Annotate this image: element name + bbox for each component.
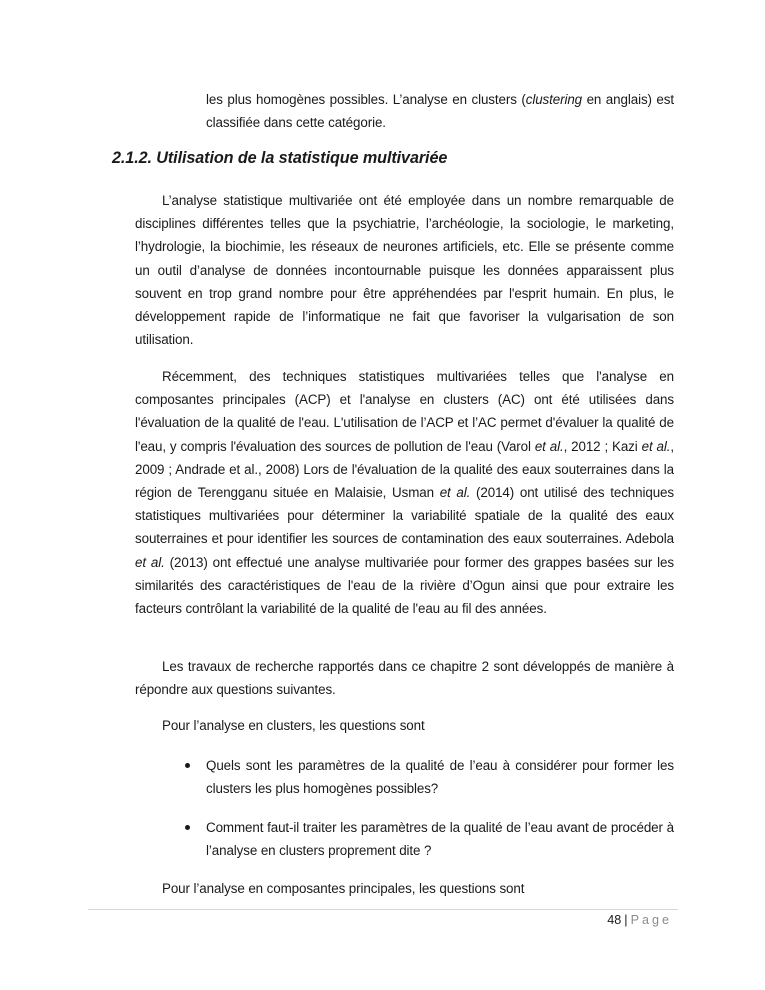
intro-text-1: les plus homogènes possibles. L’analyse en clusters ( xyxy=(206,92,526,107)
paragraph-4: Pour l’analyse en clusters, les questions sont xyxy=(162,718,425,733)
footer-divider xyxy=(88,909,678,910)
intro-italic-term: clustering xyxy=(525,92,583,107)
page-label: Page xyxy=(630,913,672,927)
bullet-icon xyxy=(185,825,190,830)
paragraph-2-text: , 2009 ; Andrade et al., 2008) Lors de l'évaluation de la qualité des eaux souterraines dans la région de Terengganu située en Malaisie, Usman xyxy=(135,438,674,501)
intro-text-2: en anglais) est classifiée dans cette catégorie. xyxy=(206,92,674,131)
footer-separator: | xyxy=(624,913,628,927)
bullet-icon xyxy=(185,763,190,768)
paragraph-3: Les travaux de recherche rapportés dans ce chapitre 2 sont développés de manière à répondre aux questions suivantes. xyxy=(135,659,674,698)
bullet-list-item xyxy=(206,754,674,800)
section-heading: 2.1.2. Utilisation de la statistique multivariée xyxy=(112,149,448,167)
intro-paragraph xyxy=(206,88,674,134)
paragraph-2-text: Récemment, des techniques statistiques multivariées telles que l'analyse en composantes principales (ACP) et l'analyse en clusters (AC) ont été utilisées dans l'évaluation de la qualité de l'eau. L'utilisation de l’ACP et l’AC permet d'évaluer la qualité de l'eau, y compris l'évaluation des sources de pollution de l'eau (Varol xyxy=(135,369,674,454)
citation-et-al: et al. xyxy=(534,438,564,454)
paragraph-2-text: (2014) ont utilisé des techniques statistiques multivariées pour déterminer la variabilité spatiale de la qualité des eaux souterraines et pour identifier les sources de contamination des eaux souterraines. Adebola xyxy=(135,485,675,547)
bullet-text: Comment faut-il traiter les paramètres de la qualité de l’eau avant de procéder à l’analyse en clusters proprement dite ? xyxy=(206,820,674,859)
paragraph-5: Pour l’analyse en composantes principales, les questions sont xyxy=(162,881,525,896)
citation-et-al: et al. xyxy=(641,438,671,454)
bullet-text: Quels sont les paramètres de la qualité de l’eau à considérer pour former les clusters les plus homogènes possibles? xyxy=(206,758,674,797)
paragraph-2-text: , 2012 ; Kazi xyxy=(563,438,642,454)
citation-et-al: et al. xyxy=(439,485,471,501)
paragraph-2-text: (2013) ont effectué une analyse multivariée pour former des grappes basées sur les similarités des caractéristiques de l'eau de la rivière d’Ogun ainsi que pour extraire les facteurs contrôlant la variabilité de la qualité de l'eau au fil des années. xyxy=(135,554,674,617)
page-number: 48 xyxy=(607,913,622,927)
paragraph-1: L’analyse statistique multivariée ont été employée dans un nombre remarquable de disciplines différentes telles que la psychiatrie, l’archéologie, la sociologie, le marketing, l’hydrologie, la biochimie, les réseaux de neurones artificiels, etc. Elle se présente comme un outil d’analyse de données incontournable puisque les données apparaissent plus souvent en trop grand nombre pour être appréhendées par l'esprit humain. En plus, le développement rapide de l’informatique ne fait que favoriser la vulgarisation de son utilisation. xyxy=(135,193,674,348)
citation-et-al: et al. xyxy=(135,554,165,570)
page-footer xyxy=(607,911,672,929)
bullet-list-item xyxy=(206,816,674,862)
paragraph-2 xyxy=(135,365,674,620)
